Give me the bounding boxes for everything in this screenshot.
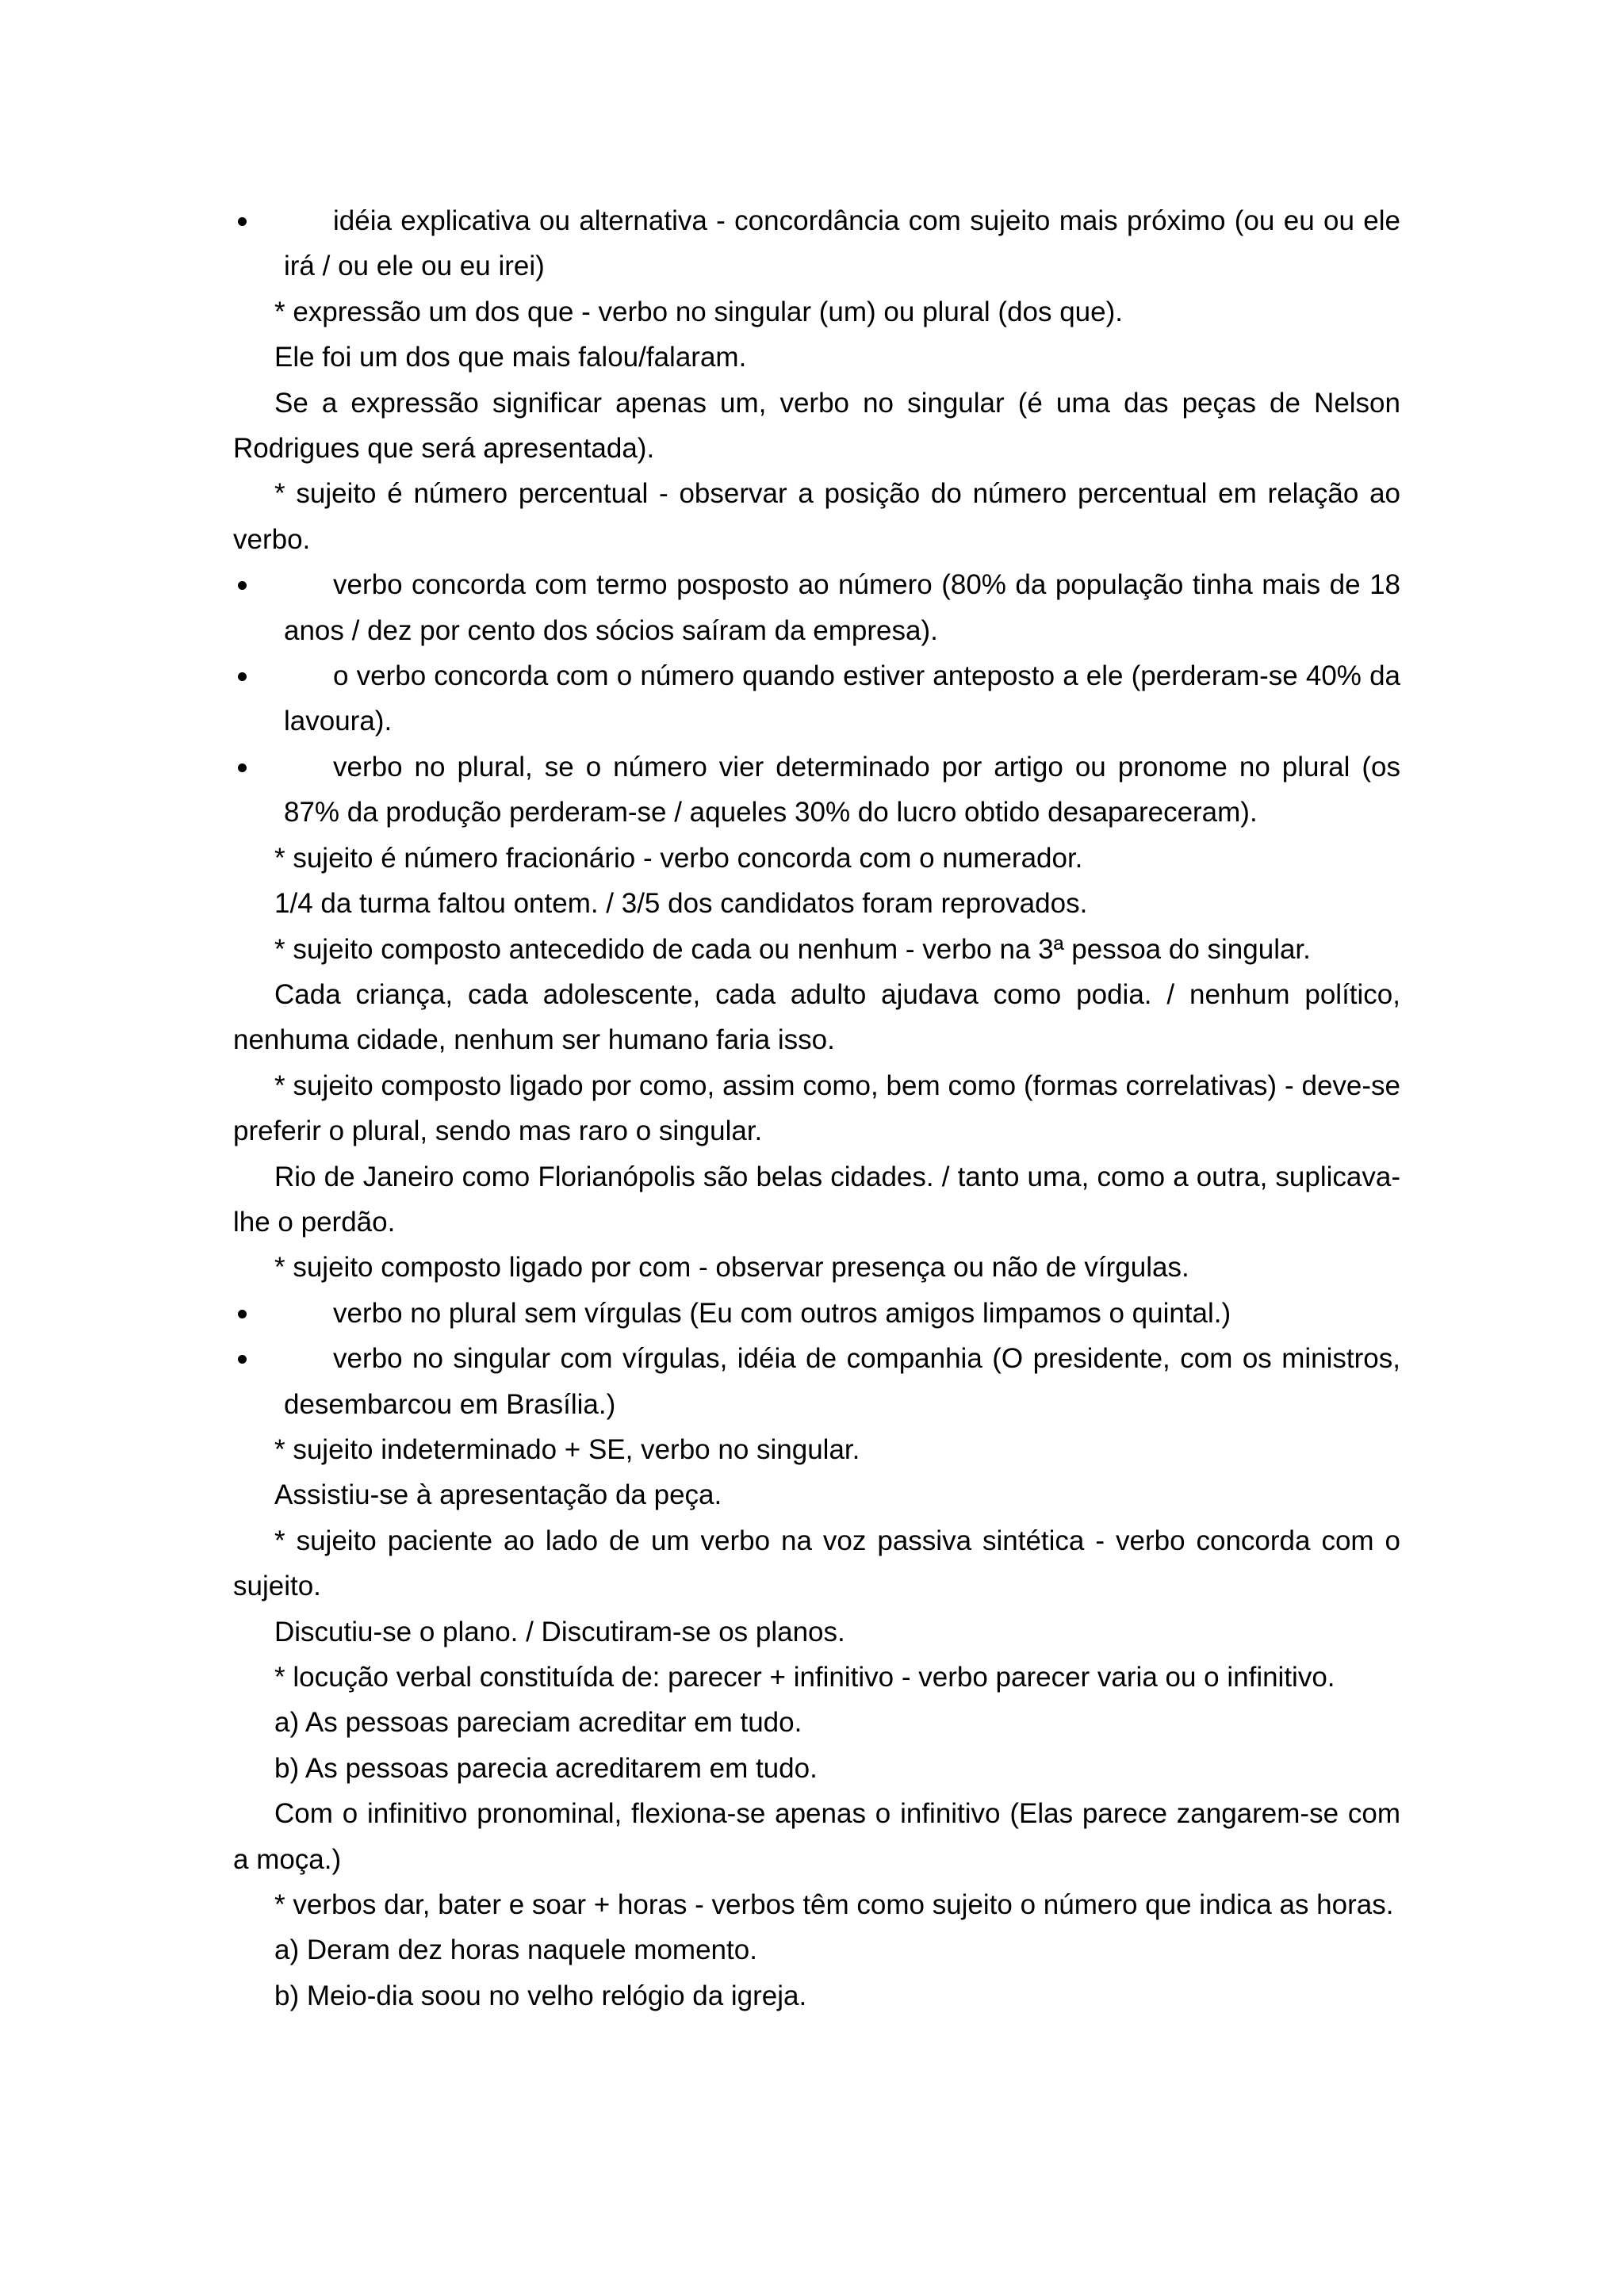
paragraph: 1/4 da turma faltou ontem. / 3/5 dos candidatos foram reprovados. [274, 888, 1088, 920]
paragraph: * sujeito composto antecedido de cada ou nenhum - verbo na 3ª pessoa do singular. [274, 933, 1311, 965]
bullet-dot-icon [238, 1310, 247, 1318]
bullet-text: verbo no singular com vírgulas, idéia de companhia (O presidente, com os ministros, desembarcou em Brasília.) [284, 1343, 1400, 1420]
bullet-dot-icon [238, 672, 247, 681]
bullet-dot-icon [238, 763, 247, 772]
bullet-item [233, 744, 1400, 836]
paragraph: * verbos dar, bater e soar + horas - verbos têm como sujeito o número que indica as horas. [274, 1889, 1394, 1921]
document-body [233, 198, 1400, 2019]
bullet-dot-icon [238, 1355, 247, 1364]
bullet-dot-icon [238, 581, 247, 590]
paragraph: * expressão um dos que - verbo no singular (um) ou plural (dos que). [274, 296, 1123, 327]
bullet-text: verbo concorda com termo posposto ao número (80% da população tinha mais de 18 anos / dez por cento dos sócios saíram da empresa). [284, 569, 1400, 646]
paragraph: Rio de Janeiro como Florianópolis são belas cidades. / tanto uma, como a outra, suplicava-lhe o perdão. [233, 1161, 1400, 1238]
bullet-text: verbo no plural sem vírgulas (Eu com outros amigos limpamos o quintal.) [333, 1297, 1231, 1329]
paragraph: * sujeito paciente ao lado de um verbo na voz passiva sintética - verbo concorda com o sujeito. [233, 1525, 1400, 1602]
bullet-item [233, 1291, 1400, 1336]
paragraph: Assistiu-se à apresentação da peça. [274, 1479, 722, 1511]
paragraph: b) As pessoas parecia acreditarem em tudo. [274, 1752, 818, 1784]
paragraph: a) As pessoas pareciam acreditar em tudo. [274, 1707, 802, 1739]
bullet-item [233, 562, 1400, 653]
bullet-item [233, 198, 1400, 289]
paragraph: b) Meio-dia soou no velho relógio da igreja. [274, 1980, 807, 2011]
paragraph: Com o infinitivo pronominal, flexiona-se apenas o infinitivo (Elas parece zangarem-se com a moça.) [233, 1798, 1400, 1875]
bullet-item [233, 653, 1400, 744]
bullet-text: verbo no plural, se o número vier determinado por artigo ou pronome no plural (os 87% da produção perderam-se / aqueles 30% do lucro obtido desapareceram). [284, 751, 1400, 828]
bullet-text: o verbo concorda com o número quando estiver anteposto a ele (perderam-se 40% da lavoura). [284, 660, 1400, 737]
paragraph: Se a expressão significar apenas um, verbo no singular (é uma das peças de Nelson Rodrigues que será apresentada). [233, 387, 1400, 465]
bullet-dot-icon [238, 217, 247, 226]
paragraph: * locução verbal constituída de: parecer + infinitivo - verbo parecer varia ou o infinitivo. [274, 1662, 1335, 1693]
paragraph: Cada criança, cada adolescente, cada adulto ajudava como podia. / nenhum político, nenhuma cidade, nenhum ser humano faria isso. [233, 978, 1400, 1056]
paragraph: Ele foi um dos que mais falou/falaram. [274, 342, 747, 373]
paragraph: * sujeito é número percentual - observar a posição do número percentual em relação ao verbo. [233, 478, 1400, 555]
paragraph: * sujeito indeterminado + SE, verbo no singular. [274, 1433, 860, 1465]
paragraph: a) Deram dez horas naquele momento. [274, 1934, 757, 1966]
paragraph: * sujeito composto ligado por como, assim como, bem como (formas correlativas) - deve-se preferir o plural, sendo mas raro o singular. [233, 1070, 1400, 1147]
bullet-text: idéia explicativa ou alternativa - concordância com sujeito mais próximo (ou eu ou ele irá / ou ele ou eu irei) [284, 205, 1400, 282]
bullet-item [233, 1336, 1400, 1427]
paragraph: * sujeito é número fracionário - verbo concorda com o numerador. [274, 842, 1083, 874]
paragraph: Discutiu-se o plano. / Discutiram-se os planos. [274, 1616, 845, 1647]
paragraph: * sujeito composto ligado por com - observar presença ou não de vírgulas. [274, 1252, 1189, 1284]
